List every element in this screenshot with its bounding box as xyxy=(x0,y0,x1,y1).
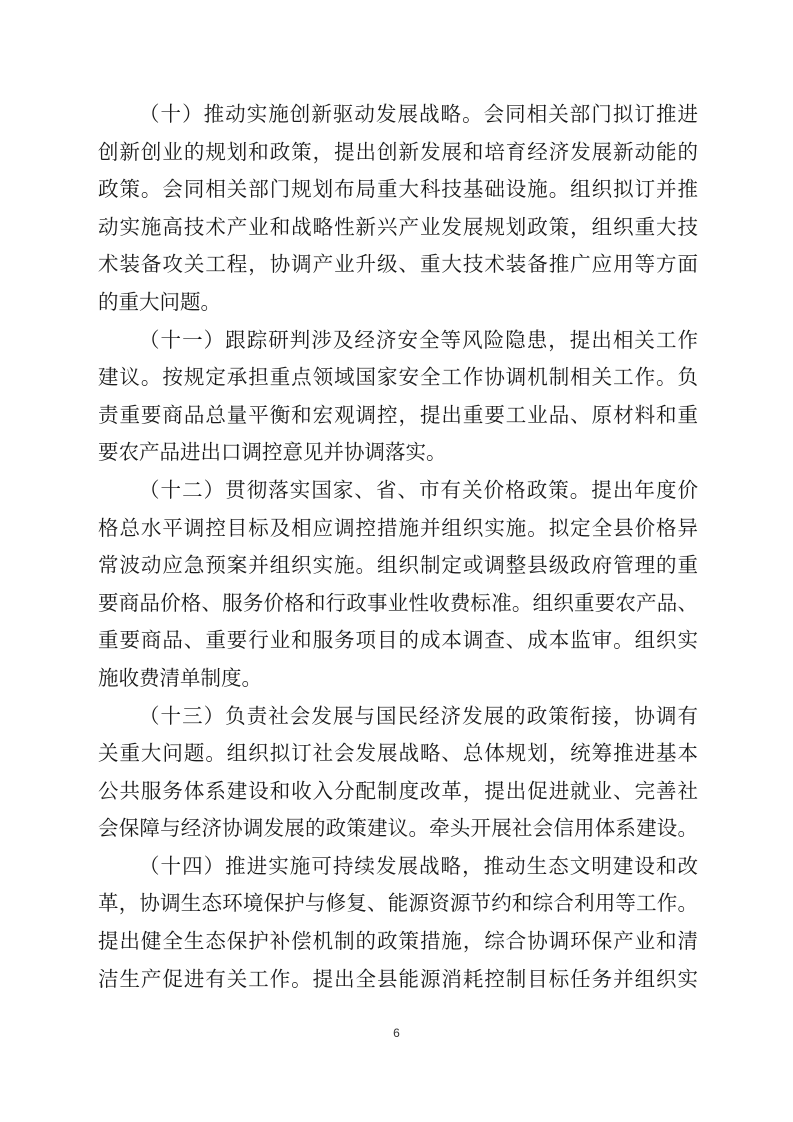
paragraph-13-line-2: 关重大问题。组织拟订社会发展战略、总体规划，统筹推进基本 xyxy=(98,741,698,766)
paragraph-13-line-1: （十三）负责社会发展与国民经济发展的政策衔接，协调有 xyxy=(139,703,698,728)
paragraph-12-line-3: 常波动应急预案并组织实施。组织制定或调整县级政府管理的重 xyxy=(98,553,698,578)
paragraph-12-line-5: 重要商品、重要行业和服务项目的成本调查、成本监审。组织实 xyxy=(98,628,698,653)
paragraph-13-line-4: 会保障与经济协调发展的政策建议。牵头开展社会信用体系建设。 xyxy=(98,816,698,841)
paragraph-11-line-1: （十一）跟踪研判涉及经济安全等风险隐患，提出相关工作 xyxy=(139,327,698,352)
paragraph-10-line-2: 创新创业的规划和政策，提出创新发展和培育经济发展新动能的 xyxy=(98,139,698,164)
paragraph-12-line-6: 施收费清单制度。 xyxy=(98,665,262,690)
paragraph-14-line-1: （十四）推进实施可持续发展战略，推动生态文明建设和改 xyxy=(139,853,698,878)
body-text xyxy=(98,96,698,998)
paragraph-13-line-3: 公共服务体系建设和收入分配制度改革，提出促进就业、完善社 xyxy=(98,778,698,803)
page-number: 6 xyxy=(393,1026,400,1040)
paragraph-10-line-6: 的重大问题。 xyxy=(98,289,221,314)
paragraph-12-line-4: 要商品价格、服务价格和行政事业性收费标准。组织重要农产品、 xyxy=(98,590,698,615)
paragraph-10-line-5: 术装备攻关工程，协调产业升级、重大技术装备推广应用等方面 xyxy=(98,252,698,277)
paragraph-14-line-3: 提出健全生态保护补偿机制的政策措施，综合协调环保产业和清 xyxy=(98,929,698,954)
paragraph-11-line-3: 责重要商品总量平衡和宏观调控，提出重要工业品、原材料和重 xyxy=(98,402,698,427)
paragraph-12-line-1: （十二）贯彻落实国家、省、市有关价格政策。提出年度价 xyxy=(139,477,698,502)
paragraph-10-line-3: 政策。会同相关部门规划布局重大科技基础设施。组织拟订并推 xyxy=(98,177,698,202)
paragraph-10-line-1: （十）推动实施创新驱动发展战略。会同相关部门拟订推进 xyxy=(139,102,698,126)
paragraph-14-line-2: 革，协调生态环境保护与修复、能源资源节约和综合利用等工作。 xyxy=(98,891,698,916)
paragraph-14-line-4: 洁生产促进有关工作。提出全县能源消耗控制目标任务并组织实 xyxy=(98,966,698,991)
paragraph-10-line-4: 动实施高技术产业和战略性新兴产业发展规划政策，组织重大技 xyxy=(98,214,698,239)
paragraph-11-line-2: 建议。按规定承担重点领域国家安全工作协调机制相关工作。负 xyxy=(98,365,698,390)
paragraph-11-line-4: 要农产品进出口调控意见并协调落实。 xyxy=(98,440,447,465)
paragraph-12-line-2: 格总水平调控目标及相应调控措施并组织实施。拟定全县价格异 xyxy=(98,515,698,540)
